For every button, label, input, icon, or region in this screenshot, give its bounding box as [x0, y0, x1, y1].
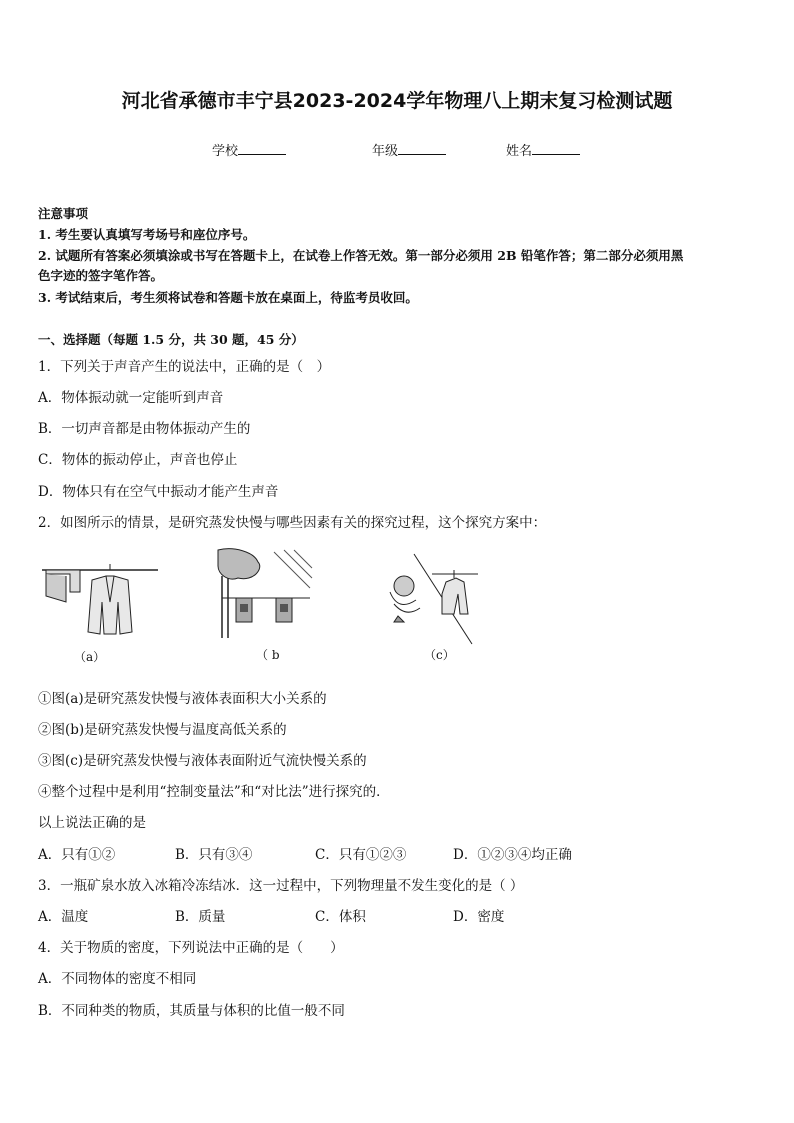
figure-b-caption: （ b [256, 648, 280, 662]
q2-statement: ①图(a)是研究蒸发快慢与液体表面积大小关系的 [38, 691, 327, 707]
question-3-stem: 3．一瓶矿泉水放入冰箱冷冻结冰．这一过程中，下列物理量不发生变化的是（ ） [38, 878, 524, 894]
notes-heading: 注意事项 [38, 206, 89, 221]
page-title: 河北省承德市丰宁县2023-2024学年物理八上期末复习检测试题 [121, 90, 673, 112]
figure-c-wind-and-jacket [384, 552, 480, 648]
question-2-stem: 2．如图所示的情景，是研究蒸发快慢与哪些因素有关的探究过程，这个探究方案中： [38, 515, 547, 531]
q2-option-d[interactable]: D．①②③④均正确 [453, 847, 572, 863]
question-1-stem: 1．下列关于声音产生的说法中，正确的是（ ） [38, 359, 331, 375]
grade-blank[interactable] [398, 142, 446, 155]
q4-option-b[interactable]: B．不同种类的物质，其质量与体积的比值一般不同 [38, 1003, 345, 1019]
school-blank[interactable] [238, 142, 286, 155]
q2-option-b[interactable]: B．只有③④ [175, 847, 253, 863]
section-heading: 一、选择题（每题 1.5 分，共 30 题，45 分） [38, 332, 304, 347]
q2-statement: ③图(c)是研究蒸发快慢与液体表面附近气流快慢关系的 [38, 753, 367, 769]
q4-option-a[interactable]: A．不同物体的密度不相同 [38, 971, 197, 987]
q1-option-c[interactable]: C．物体的振动停止，声音也停止 [38, 452, 238, 468]
q1-option-b[interactable]: B．一切声音都是由物体振动产生的 [38, 421, 251, 437]
question-4-stem: 4．关于物质的密度，下列说法中正确的是（ ） [38, 940, 344, 956]
grade-label: 年级 [372, 144, 399, 159]
q2-statement: ②图(b)是研究蒸发快慢与温度高低关系的 [38, 722, 287, 738]
note-item: 3. 考试结束后，考生须将试卷和答题卡放在桌面上，待监考员收回。 [38, 290, 418, 305]
figure-a-caption: （a） [74, 650, 106, 664]
school-field[interactable] [212, 140, 286, 159]
figure-c-caption: （c） [424, 648, 455, 662]
school-label: 学校 [212, 144, 239, 159]
q2-option-c[interactable]: C．只有①②③ [315, 847, 407, 863]
q1-option-a[interactable]: A．物体振动就一定能听到声音 [38, 390, 224, 406]
figure-b-tree-and-sun [214, 548, 314, 640]
q2-option-a[interactable]: A．只有①② [38, 847, 116, 863]
q3-option-b[interactable]: B．质量 [175, 909, 226, 925]
q1-option-d[interactable]: D．物体只有在空气中振动才能产生声音 [38, 484, 279, 500]
name-label: 姓名 [506, 144, 533, 159]
note-item: 2. 试题所有答案必须填涂或书写在答题卡上，在试卷上作答无效。第一部分必须用 2B 铅笔作答；第二部分必须用黑 [38, 248, 684, 263]
grade-field[interactable] [372, 140, 446, 159]
q3-option-c[interactable]: C．体积 [315, 909, 366, 925]
q3-option-a[interactable]: A．温度 [38, 909, 89, 925]
note-item: 色字迹的签字笔作答。 [38, 268, 164, 283]
q2-prompt: 以上说法正确的是 [38, 815, 146, 831]
q3-option-d[interactable]: D．密度 [453, 909, 505, 925]
q2-statement: ④整个过程中是利用“控制变量法”和“对比法”进行探究的． [38, 784, 390, 800]
name-blank[interactable] [532, 142, 580, 155]
name-field[interactable] [506, 140, 580, 159]
note-item: 1. 考生要认真填写考场号和座位序号。 [38, 227, 256, 242]
figure-a-drying-clothes [40, 562, 160, 644]
